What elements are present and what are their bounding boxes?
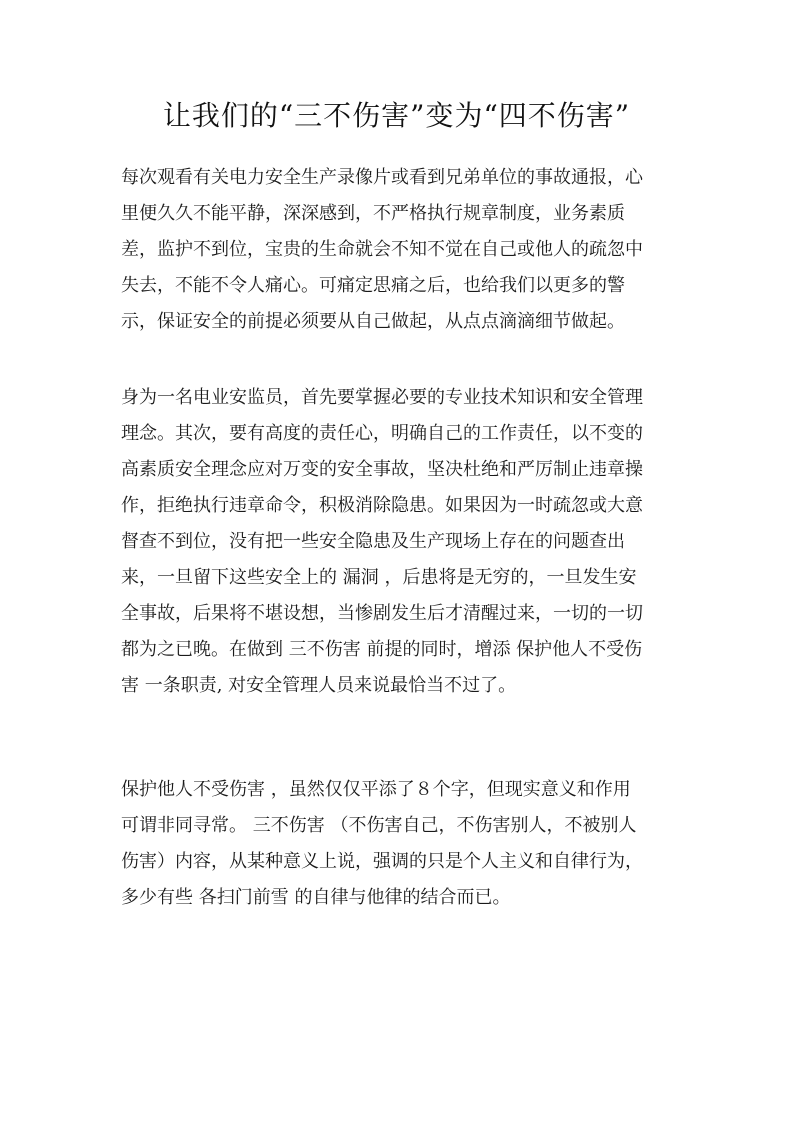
paragraph-line: 害 一条职责, 对安全管理人员来说最恰当不过了。 xyxy=(121,675,517,696)
paragraph-line: 高素质安全理念应对万变的安全事故，坚决杜绝和严厉制止违章操 xyxy=(121,459,643,480)
paragraph-line: 可谓非同寻常。 三不伤害 （不伤害自己，不伤害别人，不被别人 xyxy=(121,815,637,836)
paragraph-line: 理念。其次，要有高度的责任心，明确自己的工作责任，以不变的 xyxy=(121,423,643,444)
paragraph-line: 示，保证安全的前提必须要从自己做起，从点点滴滴细节做起。 xyxy=(121,311,625,332)
paragraph-line: 都为之已晚。在做到 三不伤害 前提的同时，增添 保护他人不受伤 xyxy=(121,639,643,660)
paragraph-line: 来，一旦留下这些安全上的 漏洞 ，后患将是无穷的，一旦发生安 xyxy=(121,567,637,588)
paragraph-1 xyxy=(121,160,681,340)
paragraph-line: 作，拒绝执行违章命令，积极消除隐患。如果因为一时疏忽或大意 xyxy=(121,495,643,516)
paragraph-line: 失去，不能不令人痛心。可痛定思痛之后，也给我们以更多的警 xyxy=(121,275,625,296)
paragraph-line: 身为一名电业安监员，首先要掌握必要的专业技术知识和安全管理 xyxy=(121,387,643,408)
paragraph-3 xyxy=(121,772,681,916)
paragraph-line: 多少有些 各扫门前雪 的自律与他律的结合而已。 xyxy=(121,887,511,908)
paragraph-line: 督查不到位，没有把一些安全隐患及生产现场上存在的问题查出 xyxy=(121,531,625,552)
paragraph-line: 差，监护不到位，宝贵的生命就会不知不觉在自己或他人的疏忽中 xyxy=(121,239,643,260)
paragraph-line: 伤害）内容，从某种意义上说，强调的只是个人主义和自律行为， xyxy=(121,851,643,872)
document-title: 让我们的“三不伤害”变为“四不伤害” xyxy=(162,99,631,132)
paragraph-2 xyxy=(121,380,681,704)
paragraph-line: 保护他人不受伤害 ，虽然仅仅平添了８个字，但现实意义和作用 xyxy=(121,779,631,800)
paragraph-line: 每次观看有关电力安全生产录像片或看到兄弟单位的事故通报，心 xyxy=(121,167,643,188)
paragraph-line: 全事故，后果将不堪设想，当惨剧发生后才清醒过来，一切的一切 xyxy=(121,603,643,624)
paragraph-line: 里便久久不能平静，深深感到，不严格执行规章制度，业务素质 xyxy=(121,203,625,224)
